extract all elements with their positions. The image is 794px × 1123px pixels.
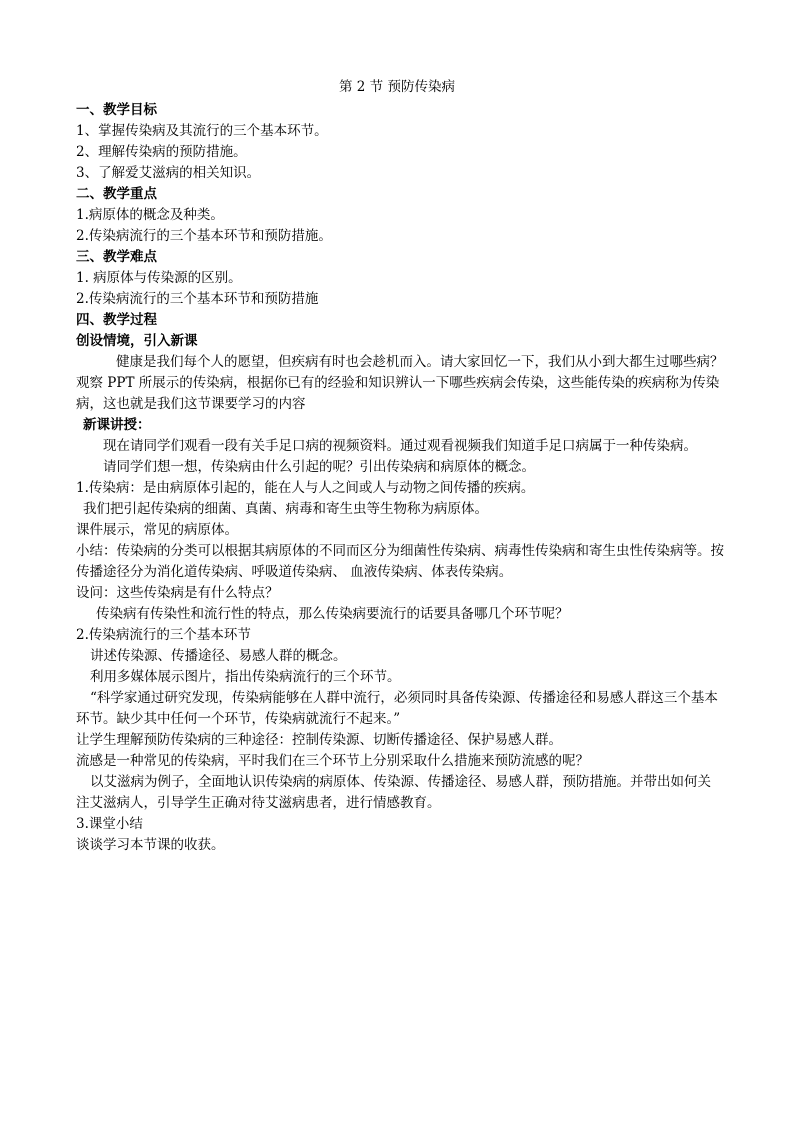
video-paragraph: 现在请同学们观看一段有关手足口病的视频资料。通过观看视频我们知道手足口病属于一种传染病。 — [103, 438, 697, 454]
difficulty-item: 2.传染病流行的三个基本环节和预防措施 — [76, 291, 319, 307]
section-heading-objectives: 一、教学目标 — [76, 102, 157, 118]
document-title: 第 2 节 预防传染病 — [339, 79, 455, 95]
quote-paragraph: “科学家通过研究发现，传染病能够在人群中流行，必须同时具备传染源、传播途径和易感人群这三个基本环节。缺少其中任何一个环节，传染病就流行不起来。” — [76, 690, 718, 727]
prevention-line: 让学生理解预防传染病的三种途径：控制传染源、切断传播途径、保护易感人群。 — [76, 732, 562, 748]
difficulty-item: 1. 病原体与传染源的区别。 — [76, 270, 242, 286]
section-heading-process: 四、教学过程 — [76, 312, 157, 328]
intro-heading: 创设情境，引入新课 — [76, 333, 198, 349]
aids-paragraph: 以艾滋病为例子，全面地认识传染病的病原体、传染源、传播途径、易感人群，预防措施。并带出如何关注艾滋病人，引导学生正确对待艾滋病患者，进行情感教育。 — [76, 774, 711, 811]
subsection-three-links: 2.传染病流行的三个基本环节 — [76, 627, 251, 643]
multimedia-line: 利用多媒体展示图片，指出传染病流行的三个环节。 — [90, 669, 401, 685]
section-heading-difficulties: 三、教学难点 — [76, 249, 157, 265]
objective-item: 3、了解爱艾滋病的相关知识。 — [76, 165, 261, 181]
key-point-item: 1.病原体的概念及种类。 — [76, 207, 224, 223]
definition-pathogen: 我们把引起传染病的细菌、真菌、病毒和寄生虫等生物称为病原体。 — [83, 501, 488, 517]
section-heading-key-points: 二、教学重点 — [76, 186, 157, 202]
flu-line: 流感是一种常见的传染病，平时我们在三个环节上分别采取什么措施来预防流感的呢？ — [76, 753, 589, 769]
summary-paragraph: 小结：传染病的分类可以根据其病原体的不同而区分为细菌性传染病、病毒性传染病和寄生虫性传染病等。按传播途径分为消化道传染病、呼吸道传染病、 血液传染病、体表传染病。 — [76, 543, 724, 580]
answer-line: 传染病有传染性和流行性的特点，那么传染病要流行的话要具备哪几个环节呢？ — [96, 606, 569, 622]
explain-line: 讲述传染源、传播途径、易感人群的概念。 — [90, 648, 347, 664]
key-point-item: 2.传染病流行的三个基本环节和预防措施。 — [76, 228, 332, 244]
question-line: 设问：这些传染病是有什么特点？ — [76, 585, 279, 601]
think-paragraph: 请同学们想一想，传染病由什么引起的呢？引出传染病和病原体的概念。 — [103, 459, 535, 475]
objective-item: 2、理解传染病的预防措施。 — [76, 144, 247, 160]
objective-item: 1、掌握传染病及其流行的三个基本环节。 — [76, 123, 328, 139]
subsection-summary: 3.课堂小结 — [76, 816, 143, 832]
closing-line: 谈谈学习本节课的收获。 — [76, 837, 225, 853]
intro-paragraph: 健康是我们每个人的愿望，但疾病有时也会趁机而入。请大家回忆一下，我们从小到大都生过哪些病？观察 PPT 所展示的传染病，根据你已有的经验和知识辨认一下哪些疾病会传染，这些能传染的疾病称为传染病，这也就是我们这节课要学习的内容 — [76, 354, 724, 412]
definition-infectious-disease: 1.传染病：是由病原体引起的，能在人与人之间或人与动物之间传播的疾病。 — [76, 480, 535, 496]
document-body — [76, 100, 724, 856]
new-lesson-heading: 新课讲授： — [83, 417, 151, 433]
courseware-line: 课件展示，常见的病原体。 — [76, 522, 238, 538]
